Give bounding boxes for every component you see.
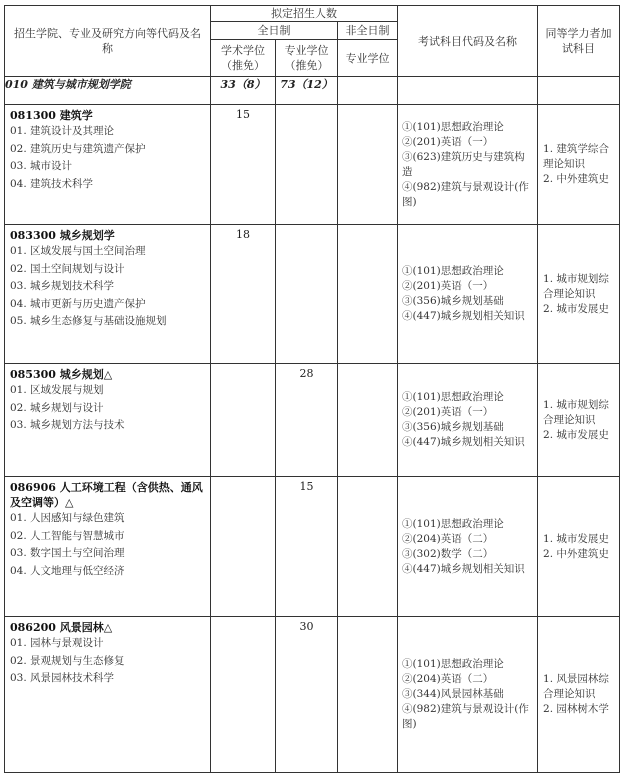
exam-subject: ①(101)思想政治理论 xyxy=(402,265,504,277)
research-direction: 04. 建筑技术科学 xyxy=(10,177,94,190)
exam-subject: ④(982)建筑与景观设计(作图) xyxy=(402,703,529,730)
school-academic-count: 33（8） xyxy=(211,77,276,105)
research-direction: 04. 人文地理与低空经济 xyxy=(10,564,125,577)
exam-subjects xyxy=(398,617,538,773)
major-row xyxy=(5,364,620,477)
exam-subject: ③(356)城乡规划基础 xyxy=(402,421,504,433)
major-info xyxy=(5,477,211,617)
research-direction: 02. 建筑历史与建筑遗产保护 xyxy=(10,142,146,155)
major-title: 083300 城乡规划学 xyxy=(10,229,115,242)
extra-subject: 2. 城市发展史 xyxy=(543,428,609,441)
major-row xyxy=(5,105,620,225)
research-direction: 02. 城乡规划与设计 xyxy=(10,401,104,414)
part-time-count xyxy=(338,364,398,477)
research-direction: 01. 园林与景观设计 xyxy=(10,637,104,649)
academic-count xyxy=(211,617,276,773)
extra-subject: 1. 城市规划综合理论知识 xyxy=(543,272,609,300)
header-academic-degree: 学术学位 （推免） xyxy=(211,40,276,77)
research-direction: 01. 建筑设计及其理论 xyxy=(10,125,115,137)
academic-count: 15 xyxy=(211,105,276,225)
exam-subject: ④(982)建筑与景观设计(作图) xyxy=(402,180,529,208)
school-exam-cell xyxy=(398,77,538,105)
research-direction: 01. 区域发展与规划 xyxy=(10,384,104,396)
extra-subject: 2. 中外建筑史 xyxy=(543,547,609,560)
part-time-count xyxy=(338,105,398,225)
research-direction: 01. 区域发展与国土空间治理 xyxy=(10,245,146,257)
exam-subject: ②(204)英语（二） xyxy=(402,673,494,685)
academic-count xyxy=(211,364,276,477)
exam-subject: ②(204)英语（二） xyxy=(402,532,494,545)
research-direction: 02. 景观规划与生态修复 xyxy=(10,654,125,667)
major-info xyxy=(5,617,211,773)
exam-subject: ③(356)城乡规划基础 xyxy=(402,295,504,307)
research-direction: 04. 城市更新与历史遗产保护 xyxy=(10,297,146,310)
extra-subject: 2. 园林树木学 xyxy=(543,703,609,715)
major-title: 081300 建筑学 xyxy=(10,109,93,122)
extra-subject: 2. 城市发展史 xyxy=(543,302,609,315)
exam-subject: ①(101)思想政治理论 xyxy=(402,120,504,133)
extra-subject: 1. 城市规划综合理论知识 xyxy=(543,398,609,426)
extra-subjects xyxy=(538,364,620,477)
major-title: 086200 风景园林△ xyxy=(10,621,113,634)
academic-count: 18 xyxy=(211,225,276,364)
major-info xyxy=(5,105,211,225)
research-direction: 05. 城乡生态修复与基础设施规划 xyxy=(10,315,167,327)
extra-subjects xyxy=(538,617,620,773)
header-planned-enrollment: 拟定招生人数 xyxy=(211,6,398,22)
exam-subject: ①(101)思想政治理论 xyxy=(402,658,504,670)
major-row xyxy=(5,617,620,773)
school-name: 010 建筑与城市规划学院 xyxy=(5,77,211,105)
exam-subjects xyxy=(398,105,538,225)
school-part-time-count xyxy=(338,77,398,105)
research-direction: 02. 国土空间规划与设计 xyxy=(10,262,125,275)
exam-subject: ②(201)英语（一） xyxy=(402,135,494,148)
research-direction: 03. 城乡规划方法与技术 xyxy=(10,419,125,431)
extra-subject: 1. 建筑学综合理论知识 xyxy=(543,143,609,170)
exam-subject: ①(101)思想政治理论 xyxy=(402,517,504,530)
research-direction: 03. 风景园林技术科学 xyxy=(10,672,115,684)
major-row xyxy=(5,225,620,364)
major-title: 085300 城乡规划△ xyxy=(10,368,113,381)
school-row xyxy=(5,77,620,105)
professional-count: 28 xyxy=(276,364,338,477)
exam-subject: ④(447)城乡规划相关知识 xyxy=(402,562,525,575)
part-time-count xyxy=(338,225,398,364)
header-exam-subjects: 考试科目代码及名称 xyxy=(398,6,538,77)
extra-subjects xyxy=(538,477,620,617)
header-part-time: 非全日制 xyxy=(338,22,398,40)
extra-subject: 2. 中外建筑史 xyxy=(543,173,609,185)
admissions-catalog-table xyxy=(4,5,620,773)
extra-subject: 1. 风景园林综合理论知识 xyxy=(543,673,609,700)
professional-count xyxy=(276,105,338,225)
header-part-time-professional: 专业学位 xyxy=(338,40,398,77)
major-row xyxy=(5,477,620,617)
exam-subject: ④(447)城乡规划相关知识 xyxy=(402,436,525,448)
part-time-count xyxy=(338,477,398,617)
extra-subject: 1. 城市发展史 xyxy=(543,532,609,545)
professional-count xyxy=(276,225,338,364)
research-direction: 01. 人因感知与绿色建筑 xyxy=(10,512,125,524)
exam-subject: ①(101)思想政治理论 xyxy=(402,391,504,403)
professional-count: 15 xyxy=(276,477,338,617)
exam-subjects xyxy=(398,477,538,617)
school-professional-count: 73（12） xyxy=(276,77,338,105)
part-time-count xyxy=(338,617,398,773)
major-title: 086906 人工环境工程（含供热、通风及空调等）△ xyxy=(10,481,203,509)
exam-subjects xyxy=(398,364,538,477)
exam-subject: ②(201)英语（一） xyxy=(402,406,494,418)
research-direction: 03. 城市设计 xyxy=(10,160,73,172)
exam-subject: ③(344)风景园林基础 xyxy=(402,688,504,700)
extra-subjects xyxy=(538,225,620,364)
research-direction: 03. 数字国土与空间治理 xyxy=(10,547,125,559)
header-professional-degree: 专业学位 （推免） xyxy=(276,40,338,77)
major-info xyxy=(5,225,211,364)
exam-subject: ④(447)城乡规划相关知识 xyxy=(402,310,525,322)
research-direction: 03. 城乡规划技术科学 xyxy=(10,280,115,292)
academic-count xyxy=(211,477,276,617)
exam-subject: ③(623)建筑历史与建筑构造 xyxy=(402,150,525,178)
exam-subject: ③(302)数学（二） xyxy=(402,547,494,560)
major-info xyxy=(5,364,211,477)
header-equivalent: 同等学力者加试科目 xyxy=(538,6,620,77)
exam-subjects xyxy=(398,225,538,364)
professional-count: 30 xyxy=(276,617,338,773)
header-full-time: 全日制 xyxy=(211,22,338,40)
school-extra-cell xyxy=(538,77,620,105)
extra-subjects xyxy=(538,105,620,225)
research-direction: 02. 人工智能与智慧城市 xyxy=(10,529,125,542)
header-major: 招生学院、专业及研究方向等代码及名称 xyxy=(5,6,211,77)
exam-subject: ②(201)英语（一） xyxy=(402,280,494,292)
